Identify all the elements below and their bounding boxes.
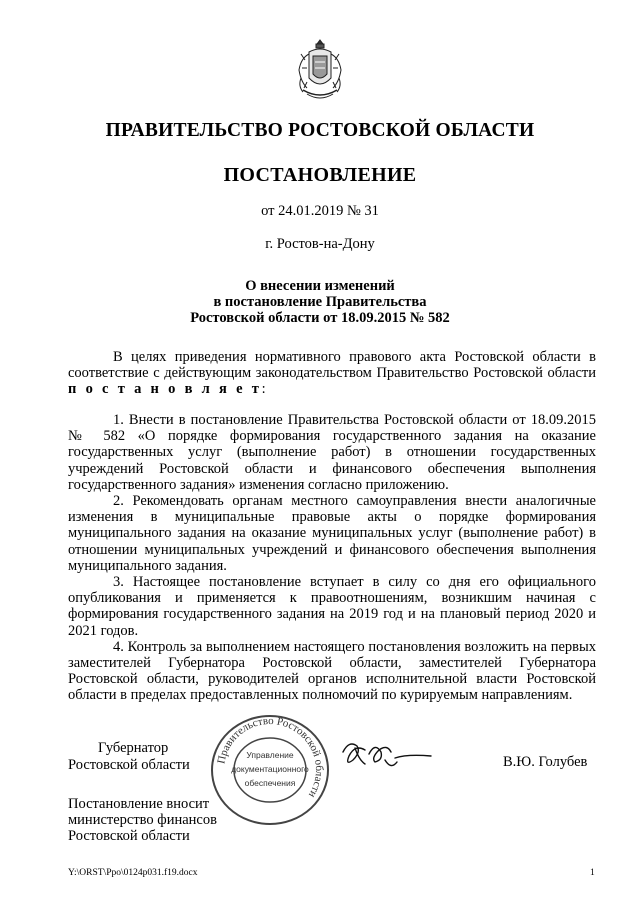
date-number: от 24.01.2019 № 31 — [261, 203, 379, 219]
title-line-1: О внесении изменений — [245, 278, 395, 294]
point-1: 1. Внести в постановление Правительства Ростовской области от 18.09.2015 № 582 «О порядке формирования государственного задания на оказание государственных услуг (выполнение работ) в отношении государственных учреждений Ростовской области и финансового обеспечения выполнения государственного задания» изменения согласно приложению. — [68, 412, 596, 493]
submitted-line-1: Постановление вносит — [68, 796, 210, 812]
stamp-line-2: документационного — [231, 764, 309, 774]
coat-of-arms-icon — [295, 38, 345, 104]
intro-paragraph — [68, 349, 596, 398]
file-path: Y:\ORST\Ppo\0124p031.f19.docx — [68, 868, 198, 878]
intro-text: В целях приведения нормативного правового акта Ростовской области в соответствие с действующим законодательством Правительство Ростовской области — [68, 349, 596, 382]
intro-colon: : — [261, 381, 266, 398]
submitted-by — [68, 796, 217, 844]
organization-heading: ПРАВИТЕЛЬСТВО РОСТОВСКОЙ ОБЛАСТИ — [105, 120, 535, 141]
submitted-line-2: министерство финансов — [68, 812, 217, 828]
signatory-name: В.Ю. Голубев — [503, 754, 588, 770]
stamp-ring-text: Правительство Ростовской области — [215, 714, 326, 800]
title-line-3: Ростовской области от 18.09.2015 № 582 — [190, 310, 450, 326]
point-2: 2. Рекомендовать органам местного самоуправления внести аналогичные изменения в муниципальные правовые акты о порядке формирования муниципального задания на оказание муниципальных услуг (выполнение работ) в отношении муниципальных учреждений и финансового обеспечения выполнения муниципального задания. — [68, 493, 596, 574]
stamp-line-1: Управление — [246, 750, 294, 760]
city-line: г. Ростов-на-Дону — [265, 236, 375, 252]
official-stamp — [208, 712, 332, 828]
submitted-line-3: Ростовской области — [68, 828, 190, 844]
position-line-1: Губернатор — [98, 740, 169, 756]
document-type-heading: ПОСТАНОВЛЕНИЕ — [223, 164, 417, 186]
decree-points — [68, 412, 596, 704]
page-number: 1 — [590, 868, 595, 878]
point-3: 3. Настоящее постановление вступает в силу со дня его официального опубликования и применяется к правоотношениям, возникшим начиная с формирования государственного задания на 2019 год и на плановый период 2020 и 2021 годов. — [68, 574, 596, 639]
position-line-2: Ростовской области — [68, 757, 190, 773]
handwritten-signature — [335, 730, 435, 780]
stamp-line-3: обеспечения — [244, 778, 296, 788]
point-4: 4. Контроль за выполнением настоящего постановления возложить на первых заместителей Губернатора Ростовской области, заместителей Губернатора Ростовской области, руководителей органов исполнительной власти Ростовской области в пределах предоставленных полномочий по курируемым направлениям. — [68, 638, 596, 704]
title-line-2: в постановление Правительства — [213, 294, 427, 310]
document-title — [0, 278, 640, 326]
decree-word: п о с т а н о в л я е т — [68, 381, 262, 398]
signatory-position — [68, 740, 190, 774]
